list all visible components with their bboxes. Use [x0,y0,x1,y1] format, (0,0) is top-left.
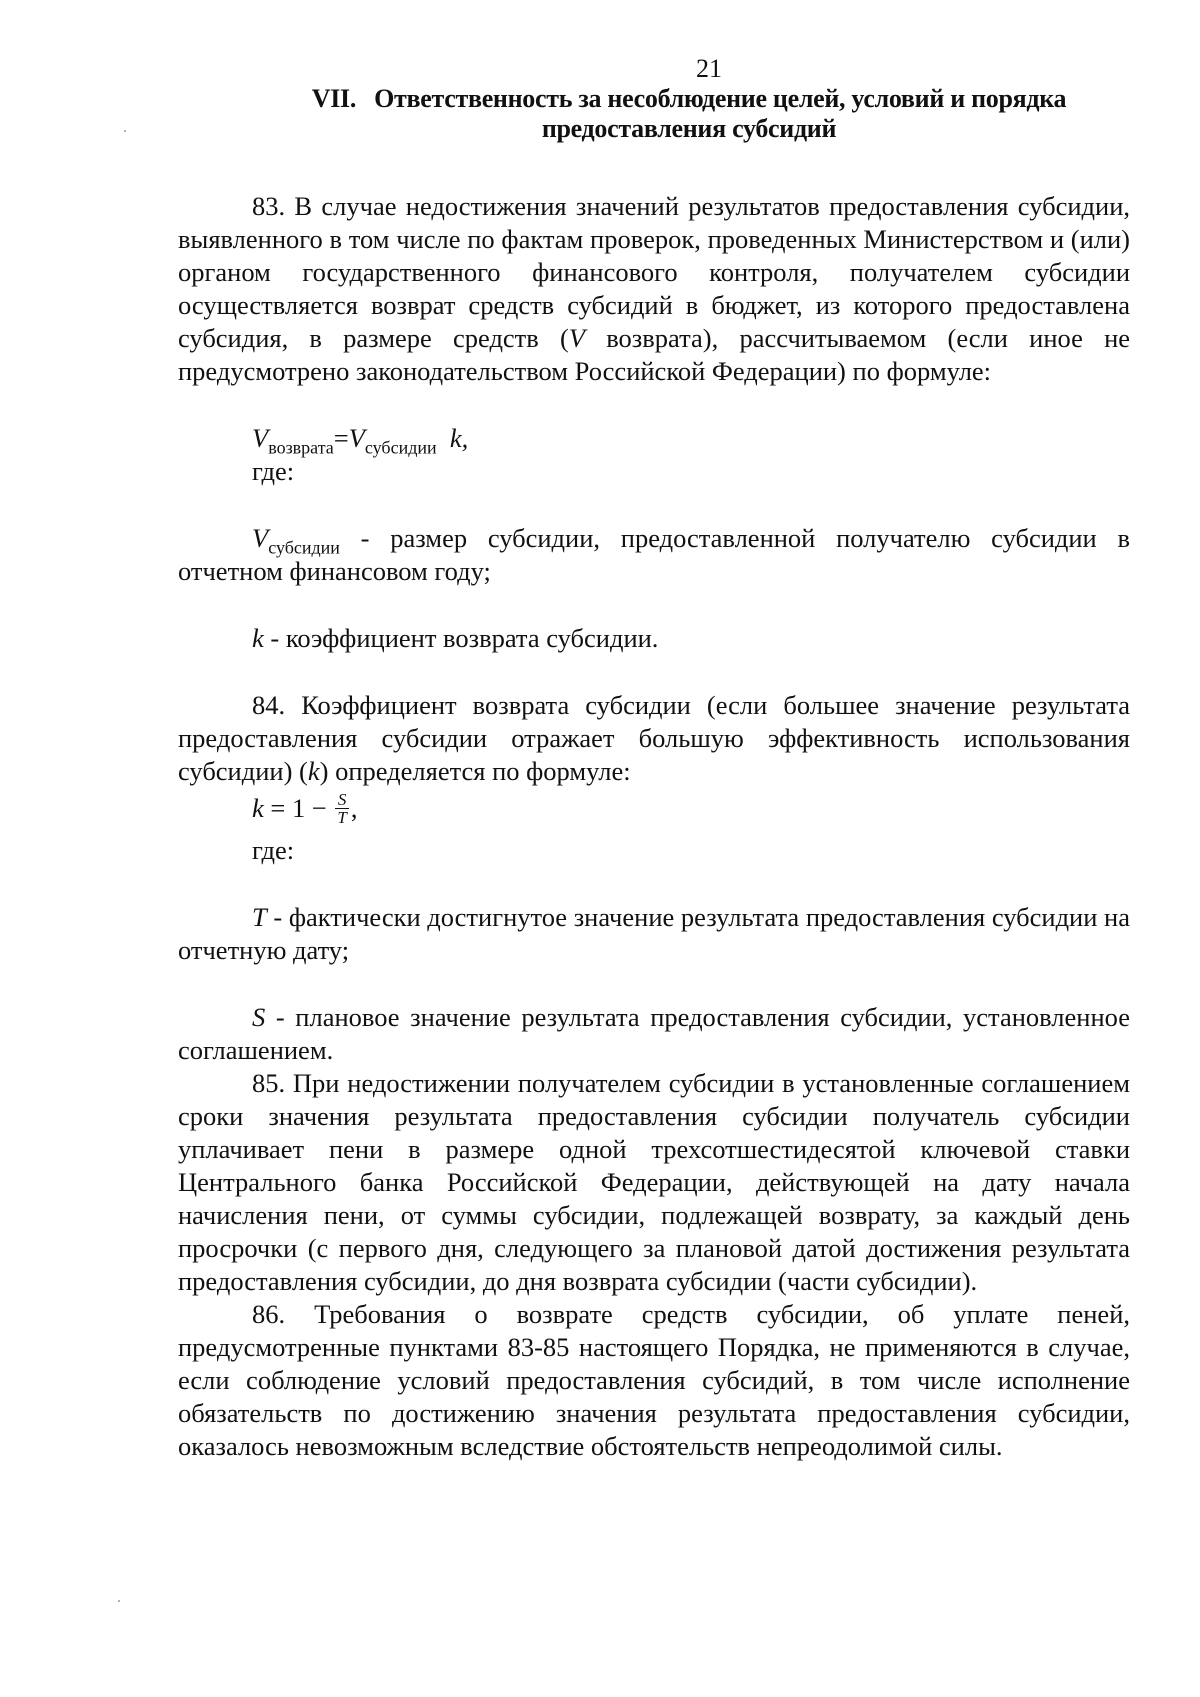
spacer [178,867,1130,901]
section-title-line2: предоставления субсидий [541,114,837,143]
formula-var-k: k, [449,423,469,453]
def-v-subsidy-text: - размер субсидии, предоставленной получателю субсидии в отчетном финансовом году; [178,523,1130,586]
definition-t [178,901,1130,967]
formula-equals: = [333,423,349,453]
formula2-fraction [335,791,348,826]
formula2-numerator: S [335,791,348,809]
formula-sub-return: возврата [268,437,334,458]
def-var-s: S [252,1002,266,1033]
scan-speck [118,1600,120,1602]
formula-coefficient [178,788,1130,828]
definition-k [178,622,1130,655]
paragraph-84 [178,689,1130,788]
paragraph-84-text-end: ) определяется по формуле: [319,756,631,786]
def-var-v: V [252,523,269,553]
spacer [178,144,1130,190]
where-label-2: где: [252,835,295,866]
def-s-text: - плановое значение результата предоставления субсидии, установленное соглашением. [178,1002,1130,1066]
def-var-k: k [252,623,264,653]
paragraph-85: 85. При недостижении получателем субсидии в установленные соглашением сроки значения результата предоставления субсидии получатель субсидии уплачивает пени в размере одной трехсотшестидесятой ключевой ставки Центрального банка Российской Федерации, действующей на дату начала начисления пени, от суммы субсидии, подлежащей возврату, за каждый день просрочки (с первого дня, следующего за плановой датой достижения результата предоставления субсидии, до дня возврата субсидии (части субсидии). [178,1068,1130,1297]
def-var-t: T [252,902,267,933]
section-title-text: Ответственность за несоблюдение целей, условий и порядка [374,84,1067,113]
formula-sub-subsidy: субсидии [364,437,437,458]
scan-speck [124,130,126,132]
definition-s [178,1001,1130,1067]
page-number: 21 [696,54,722,83]
section-number: VII. [311,84,357,113]
spacer [178,967,1130,1001]
document-body [178,54,1130,1463]
formula2-comma: , [350,793,358,823]
spacer [178,655,1130,689]
paragraph-84-text: 84. Коэффициент возврата субсидии (если большее значение результата предоставления субсидии отражает большую эффективность использования субсидии) ( [178,690,1130,786]
definition-v-subsidy [178,522,1130,588]
spacer [178,388,1130,422]
formula2-lhs: k [252,793,264,823]
paragraph-84-var-k: k [307,756,320,786]
paragraph-86: 86. Требования о возврате средств субсидии, об уплате пеней, предусмотренные пунктами 83-85 настоящего Порядка, не применяются в случае, если соблюдение условий предоставления субсидий, в том числе исполнение обязательств по достижению значения результата предоставления субсидии, оказалось невозможным вследствие обстоятельств непреодолимой силы. [178,1299,1130,1462]
section-title-line1 [248,84,1130,114]
formula-var-v-subsidy: V [348,423,365,453]
paragraph-83 [178,190,1130,388]
paragraph-83-text: 83. В случае недостижения значений результатов предоставления субсидии, выявленного в том числе по фактам проверок, проведенных Министерством и (или) органом государственного финансового контроля, получателем субсидии осуществляется возврат средств субсидий в бюджет, из которого предоставлена субсидия, в размере средств ( [178,191,1130,353]
formula-return-amount [178,422,1130,458]
def-t-text: - фактически достигнутое значение результата предоставления субсидии на отчетную дату; [178,902,1130,966]
variable-v: V [568,323,586,353]
formula-var-v: V [252,423,269,453]
def-sub-subsidy: субсидии [268,537,340,558]
section-title [248,84,1130,144]
formula2-eq: = 1 − [263,793,334,823]
spacer [178,588,1130,622]
formula2-denominator: T [337,808,347,828]
spacer [178,488,1130,522]
def-k-text: - коэффициент возврата субсидии. [263,623,659,653]
where-label-1: где: [252,456,295,486]
paragraph-83-text-end: возврата), рассчитываемом (если иное не предусмотрено законодательством Российской Федерации) по формуле: [178,323,1131,386]
